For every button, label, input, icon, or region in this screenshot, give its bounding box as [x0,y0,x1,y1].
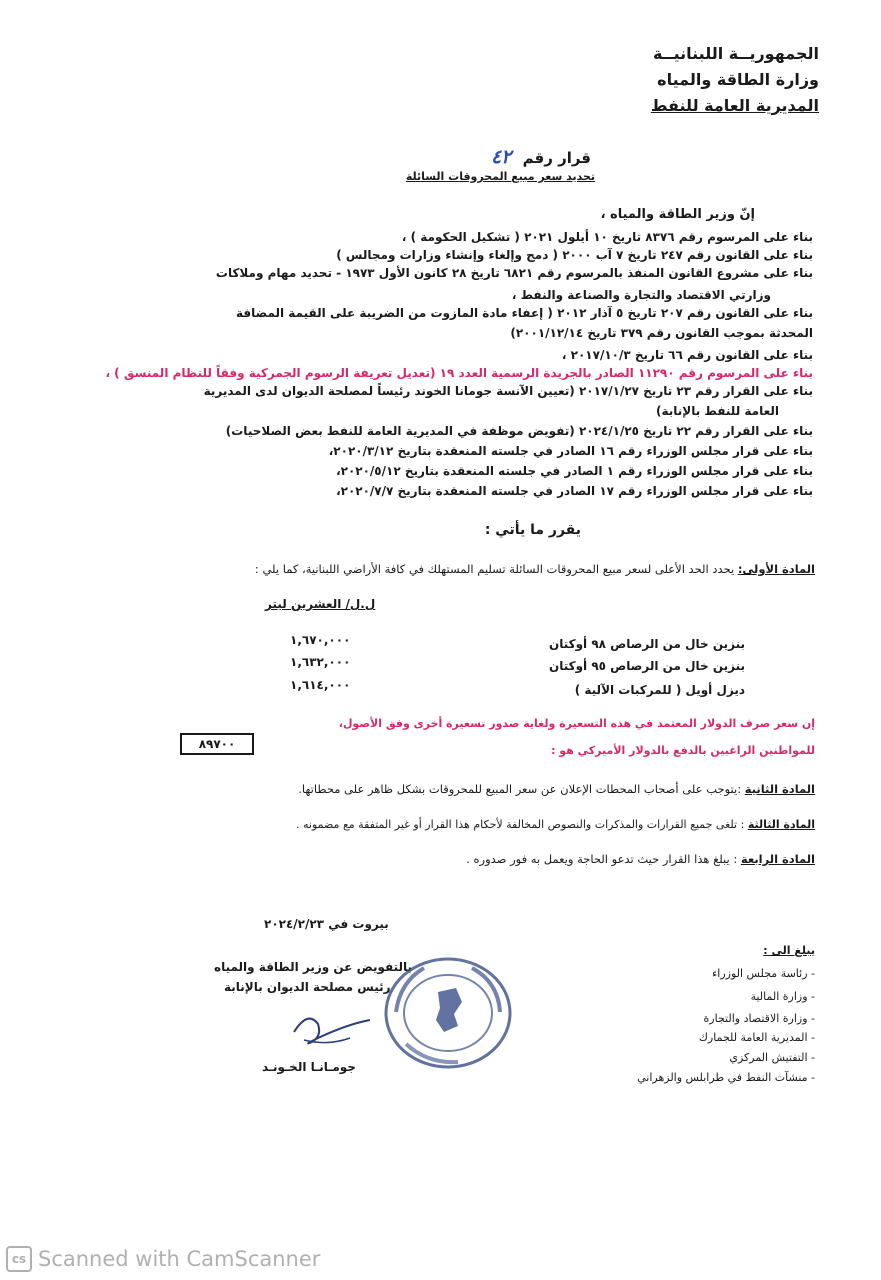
recipient-item: - التفتيش المركزي [729,1051,815,1064]
camscanner-icon: cs [6,1246,32,1272]
fuel-name: ديزل أويل ( للمركبات الآلية ) [574,683,745,697]
article-1-label: المادة الأولى: [737,562,815,576]
decision-title-label: قرار رقم [522,149,591,167]
fuel-name: بنزين خال من الرصاص ٩٥ أوكتان [548,659,745,673]
exchange-note-1: إن سعر صرف الدولار المعتمد في هذه التسعيرة ولغاية صدور تسعيرة أخرى وفق الأصول، [338,717,815,730]
preamble-item: وزارتي الاقتصاد والتجارة والصناعة والنفط ، [511,288,771,302]
article-1-text: يحدد الحد الأعلى لسعر مبيع المحروقات السائلة تسليم المستهلك في كافة الأراضي اللبنانية، كما يلي : [254,562,738,576]
article-2 [298,782,815,796]
preamble-item: المحدثة بموجب القانون رقم ٣٧٩ تاريخ ٢٠٠١/١٢/١٤) [510,326,813,340]
decision-subtitle: تحديد سعر مبيع المحروقات السائلة [405,170,595,183]
preamble-item: بناء على المرسوم رقم ٨٣٧٦ تاريخ ١٠ أيلول ٢٠٢١ ( تشكيل الحكومة ) ، [401,230,813,244]
preamble-item: بناء على قرار مجلس الوزراء رقم ١٧ الصادر في جلسته المنعقدة بتاريخ ٢٠٢٠/٧/٧، [336,484,813,498]
article-2-label: المادة الثانية [744,782,815,796]
recipient-item: - منشآت النفط في طرابلس والزهراني [637,1071,815,1084]
article-3-text: : تلغى جميع القرارات والمذكرات والنصوص المخالفة لأحكام هذا القرار أو غير المتفقة مع مضمونه . [296,818,748,831]
fuel-price: ١,٦٣٢,٠٠٠ [290,655,351,669]
recipient-item: - المديرية العامة للجمارك [698,1031,815,1044]
fuel-price: ١,٦٧٠,٠٠٠ [290,633,351,647]
fuel-price: ١,٦١٤,٠٠٠ [290,678,351,692]
preamble-item: بناء على مشروع القانون المنفذ بالمرسوم رقم ٦٨٢١ تاريخ ٢٨ كانون الأول ١٩٧٣ - تحديد مهام وملاكات [215,266,813,280]
preamble-item: بناء على القانون رقم ٢٠٧ تاريخ ٥ آذار ٢٠١٢ ( إعفاء مادة المازوت من الضريبة على القيمة المضافة [235,306,813,320]
decides-heading: يقرر ما يأتي : [484,522,581,538]
preamble-item: بناء على القانون رقم ٢٤٧ تاريخ ٧ آب ٢٠٠٠ ( دمج وإلغاء وإنشاء وزارات ومجالس ) [336,248,813,262]
header-ministry: وزارة الطاقة والمياه [657,70,819,89]
scanner-watermark [6,1246,320,1272]
preamble-item: العامة للنفط بالإنابة) [656,404,779,418]
decision-number: ٤٢ [490,146,512,168]
article-1 [255,562,815,576]
preamble-item: بناء على القرار رقم ٢٢ تاريخ ٢٠٢٤/١/٢٥ (تفويض موظفة في المديرية العامة للنفط بعض الصلاحيات) [225,424,813,438]
recipient-item: - وزارة المالية [750,990,815,1003]
handwritten-signature [288,1002,398,1052]
preamble-minister-text: إنّ وزير الطاقة والمياه ، [600,207,755,222]
header-directorate: المديرية العامة للنفط [650,96,819,115]
article-4 [466,852,815,866]
decision-title [491,146,591,168]
preamble-item-highlighted: بناء على المرسوم رقم ١١٢٩٠ الصادر بالجريدة الرسمية العدد ١٩ (تعديل تعريفة الرسوم الجمركية وفقاً للنظام المنسق ) ، [105,366,813,380]
preamble-item: بناء على القرار رقم ٢٣ تاريخ ٢٠١٧/١/٢٧ (تعيين الآنسة جومانا الخوند رئيساً لمصلحة الديوان لدى المديرية [203,384,813,398]
recipients-title: يبلغ الى : [763,944,815,957]
article-3-label: المادة الثالثة [747,818,815,831]
unit-header: ل.ل/ العشرين ليتر [265,597,376,611]
recipient-item: - رئاسة مجلس الوزراء [712,967,815,980]
preamble-item: بناء على قرار مجلس الوزراء رقم ١ الصادر في جلسته المنعقدة بتاريخ ٢٠٢٠/٥/١٢، [336,464,813,478]
official-stamp [378,952,518,1074]
scanner-watermark-text: Scanned with CamScanner [38,1247,321,1271]
recipient-item: - وزارة الاقتصاد والتجارة [703,1012,815,1025]
exchange-note-2: للمواطنين الراغبين بالدفع بالدولار الأميركي هو : [551,744,815,757]
article-3 [296,818,815,831]
place-date: بيروت في ٢٠٢٤/٢/٢٣ [264,917,389,931]
preamble-item: بناء على القانون رقم ٦٦ تاريخ ٢٠١٧/١٠/٣ ، [561,348,813,362]
exchange-rate-box: ٨٩٧٠٠ [180,733,254,755]
preamble-item: بناء على قرار مجلس الوزراء رقم ١٦ الصادر في جلسته المنعقدة بتاريخ ٢٠٢٠/٣/١٢، [328,444,813,458]
signature-line-1: بالتفويض عن وزير الطاقة والمياه [214,960,413,974]
article-2-text: :يتوجب على أصحاب المحطات الإعلان عن سعر المبيع للمحروقات بشكل ظاهر على محطاتها. [298,782,745,796]
fuel-name: بنزين خال من الرصاص ٩٨ أوكتان [548,637,745,651]
article-4-label: المادة الرابعة [740,852,815,866]
signatory-name: جومـانـا الخـونـد [262,1060,356,1074]
signature-line-2: رئيس مصلحة الديوان بالإنابة [224,980,391,994]
header-republic: الجمهوريــة اللبنانيــة [652,44,819,63]
article-4-text: : يبلغ هذا القرار حيث تدعو الحاجة ويعمل به فور صدوره . [466,852,741,866]
